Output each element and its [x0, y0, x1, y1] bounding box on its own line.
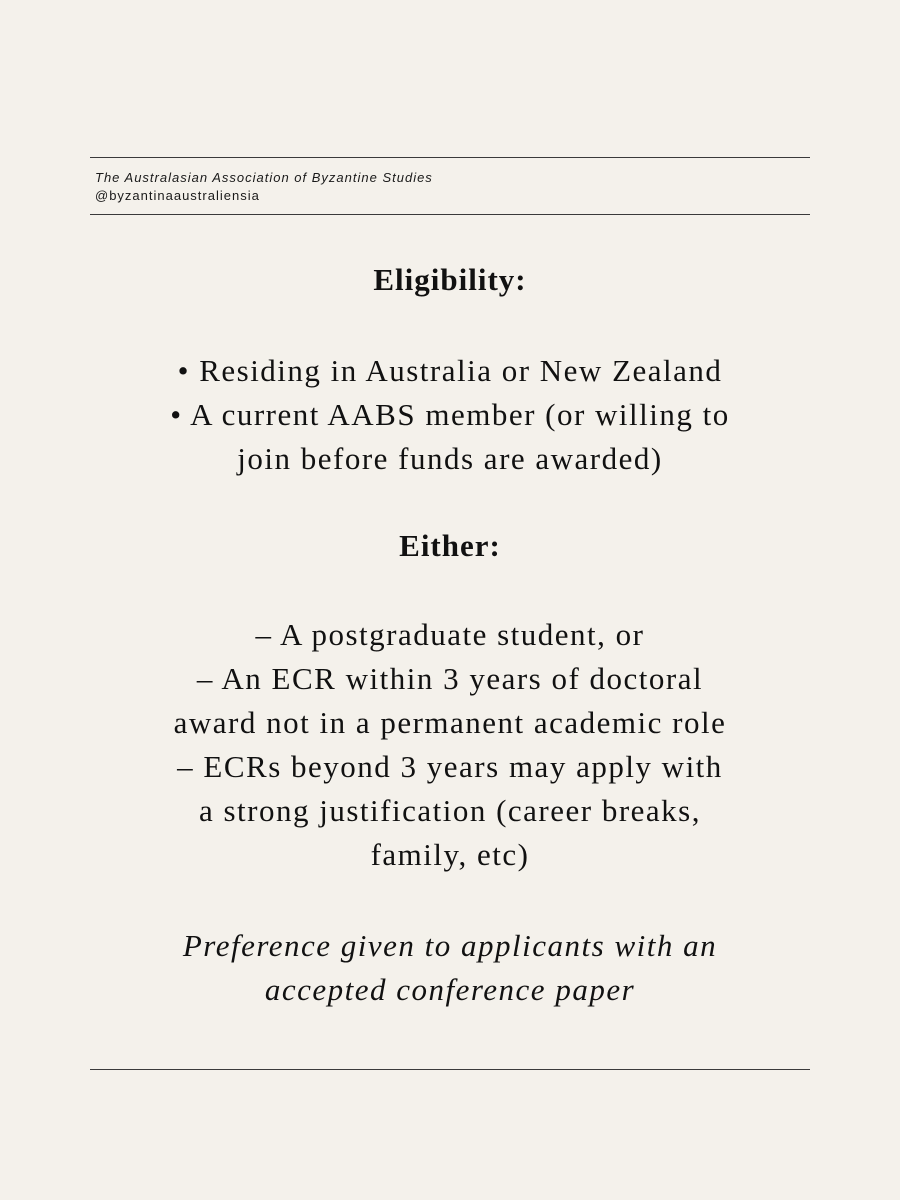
header — [95, 168, 433, 204]
preference-note — [90, 924, 810, 1012]
eligibility-heading: Eligibility: — [373, 262, 527, 297]
either-heading: Either: — [399, 528, 501, 563]
either-list — [90, 613, 810, 877]
eligibility-item: • A current AABS member (or willing to — [170, 397, 730, 432]
preference-line: Preference given to applicants with an — [182, 928, 718, 963]
social-handle: @byzantinaaustraliensia — [95, 188, 260, 203]
either-item-continued: a strong justification (career breaks, — [198, 793, 701, 828]
either-item: – An ECR within 3 years of doctoral — [196, 661, 704, 696]
either-item: – ECRs beyond 3 years may apply with — [177, 749, 723, 784]
either-item: – A postgraduate student, or — [255, 617, 645, 652]
either-item-continued: family, etc) — [370, 837, 530, 872]
header-top-divider — [90, 157, 810, 158]
footer-divider — [90, 1069, 810, 1070]
preference-line: accepted conference paper — [264, 972, 636, 1007]
either-item-continued: award not in a permanent academic role — [173, 705, 727, 740]
header-bottom-divider — [90, 214, 810, 215]
eligibility-item: • Residing in Australia or New Zealand — [177, 353, 723, 388]
eligibility-item-continued: join before funds are awarded) — [237, 441, 663, 476]
eligibility-list — [90, 349, 810, 481]
organization-name: The Australasian Association of Byzantine Studies — [95, 170, 433, 185]
